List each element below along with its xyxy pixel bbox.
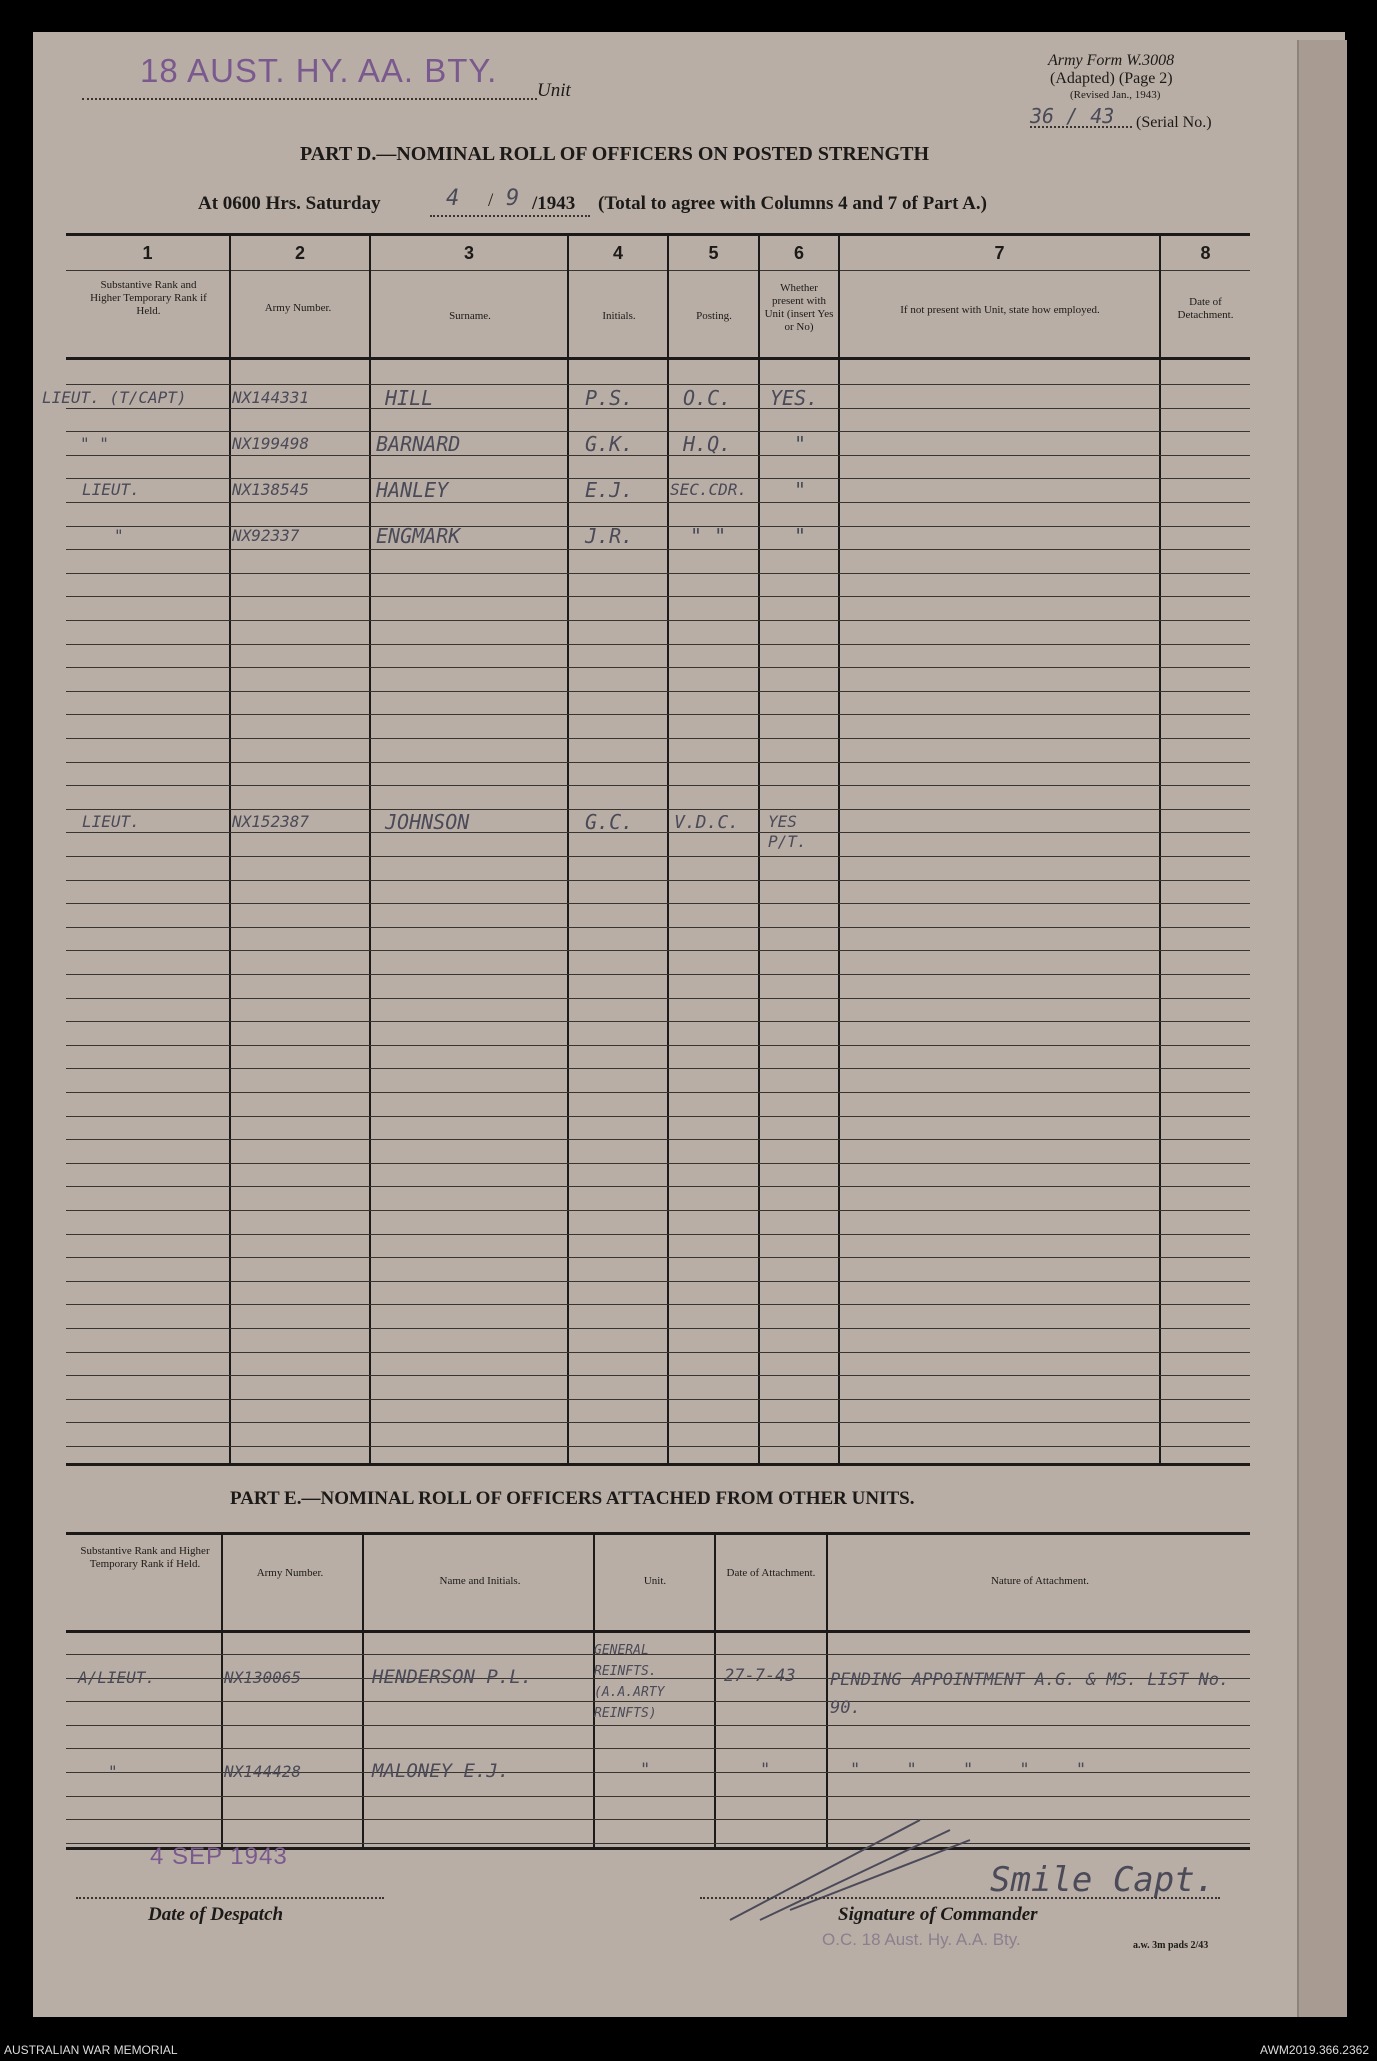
ruled-line [66,1257,1250,1258]
signature-line [700,1897,1220,1899]
d-row2-posting: H.Q. [683,432,732,456]
part-d-title: PART D.—NOMINAL ROLL OF OFFICERS ON POSTED STRENGTH [300,143,930,165]
unit-label: Unit [537,80,571,101]
ruled-line [66,1399,1250,1400]
d-row2-present: " [794,432,807,456]
date-month: 9 [506,186,520,211]
form-line-3: (Revised Jan., 1943) [1070,89,1161,101]
ruled-line [66,998,1250,999]
ruled-line [66,478,1250,479]
e-row1-unit: GENERAL REINFTS. (A.A.ARTY REINFTS) [594,1643,665,1721]
col-number-2: 2 [294,243,305,263]
ruled-line [66,714,1250,715]
d-row5-initials: G.C. [585,810,634,834]
ruled-line [66,785,1250,786]
ruled-line [66,1748,1250,1749]
ruled-line [66,455,1250,456]
col-number-8: 8 [1200,243,1211,263]
d-row4-rank: " [114,526,124,545]
ruled-line [66,809,1250,810]
e-row2-nature: " " " " " [850,1760,1105,1780]
header-posting: Posting. [696,310,732,322]
ruled-line [66,596,1250,597]
ruled-line [66,1186,1250,1187]
e-header-rank: Substantive Rank and Higher Temporary Rank if Held. [80,1545,210,1570]
date-day: 4 [446,186,460,211]
d-row3-rank: LIEUT. [82,480,140,499]
d-row3-number: NX138545 [232,480,310,499]
e-header-army-number: Army Number. [256,1567,324,1579]
d-row1-initials: P.S. [585,386,634,410]
ruled-line [66,549,1250,550]
e-row1-date: 27-7-43 [724,1666,796,1686]
d-row3-posting: SEC.CDR. [670,480,748,499]
d-row1-present: YES. [770,386,819,410]
ruled-line [66,1068,1250,1069]
page-edge-strip [1297,40,1347,2017]
ruled-line [66,1304,1250,1305]
unit-dotted-line [82,92,537,100]
archive-id: AWM2019.366.2362 [1260,2043,1369,2057]
e-row1-number: NX130065 [224,1668,302,1687]
d-row2-initials: G.K. [585,432,634,456]
ruled-line [66,1422,1250,1423]
part-e-title: PART E.—NOMINAL ROLL OF OFFICERS ATTACHED FROM OTHER UNITS. [230,1488,915,1509]
e-row2-unit: " [640,1760,651,1780]
ruled-line [66,408,1250,409]
ruled-line [66,1234,1250,1235]
d-row5-present: YES P/T. [768,812,807,851]
ruled-line [66,1352,1250,1353]
signature: Smile Capt. [990,1860,1216,1900]
ruled-line [66,832,1250,833]
e-row2-name: MALONEY E.J. [372,1760,510,1782]
oc-stamp: O.C. 18 Aust. Hy. A.A. Bty. [822,1930,1021,1949]
ruled-line [66,950,1250,951]
ruled-line [66,974,1250,975]
e-row1-nature: PENDING APPOINTMENT A.G. & MS. LIST No. 90. [830,1670,1230,1718]
d-row1-posting: O.C. [683,386,732,410]
ruled-line [66,691,1250,692]
d-row5-rank: LIEUT. [82,812,140,831]
header-initials: Initials. [602,310,636,322]
ruled-line [66,903,1250,904]
ruled-line [66,431,1250,432]
col-number-7: 7 [994,243,1005,263]
e-row1-rank: A/LIEUT. [78,1668,156,1687]
ruled-line [66,1281,1250,1282]
col-number-1: 1 [142,243,153,263]
d-row4-number: NX92337 [232,526,300,545]
ruled-line [66,573,1250,574]
d-row3-present: " [794,478,807,502]
col-number-3: 3 [463,243,474,263]
despatch-stamp: 4 SEP 1943 [150,1843,288,1870]
ruled-line [66,1045,1250,1046]
d-row4-surname: ENGMARK [376,524,461,548]
ruled-line [66,1163,1250,1164]
d-row4-posting: " " [690,524,727,548]
d-row5-surname: JOHNSON [385,810,470,834]
header-detachment: Date of Detachment. [1177,296,1234,321]
despatch-line [76,1897,384,1899]
form-line-1: Army Form W.3008 [1048,52,1175,69]
serial-value: 36 / 43 [1030,104,1115,128]
d-row1-surname: HILL [385,386,434,410]
d-row4-initials: J.R. [585,524,634,548]
ruled-line [66,1210,1250,1211]
d-row3-initials: E.J. [585,478,634,502]
ruled-line [66,856,1250,857]
d-row1-rank: LIEUT. (T/CAPT) [42,388,187,407]
ruled-line [66,1021,1250,1022]
col-number-6: 6 [793,243,804,263]
form-line-2: (Adapted) (Page 2) [1050,70,1173,87]
ruled-line [66,1139,1250,1140]
ruled-line [66,738,1250,739]
archive-label: AUSTRALIAN WAR MEMORIAL [4,2043,178,2057]
d-row1-number: NX144331 [232,388,310,407]
e-header-nature: Nature of Attachment. [990,1575,1090,1587]
serial-label: (Serial No.) [1136,114,1212,131]
ruled-line [66,1446,1250,1447]
e-row2-date: " [760,1760,771,1780]
d-row5-posting: V.D.C. [674,812,740,833]
e-header-date: Date of Attachment. [726,1567,816,1579]
ruled-line [66,880,1250,881]
date-year: /1943 [532,193,576,214]
e-row2-number: NX144428 [224,1762,302,1781]
total-text: (Total to agree with Columns 4 and 7 of Part A.) [598,193,987,214]
d-row2-surname: BARNARD [376,432,461,456]
d-row2-rank: " " [80,434,109,453]
ruled-line [66,502,1250,503]
header-rank: Substantive Rank and Higher Temporary Rank if Held. [90,279,207,317]
header-employed: If not present with Unit, state how employed. [900,304,1100,316]
header-present: Whether present with Unit (insert Yes or No) [764,282,834,333]
header-army-number: Army Number. [264,302,332,314]
ruled-line [66,927,1250,928]
serial-dotted-line [1030,122,1132,128]
ruled-line [66,667,1250,668]
d-row2-number: NX199498 [232,434,310,453]
d-row3-surname: HANLEY [376,478,449,502]
header-surname: Surname. [449,310,491,322]
ruled-line [66,762,1250,763]
ruled-line [66,1092,1250,1093]
at-text: At 0600 Hrs. Saturday [198,193,381,214]
e-header-name: Name and Initials. [439,1575,521,1587]
ruled-line [66,1116,1250,1117]
col-number-5: 5 [708,243,719,263]
e-row1-name: HENDERSON P.L. [372,1666,533,1688]
d-row5-number: NX152387 [232,812,310,831]
archive-footer-bar [0,2040,1377,2061]
unit-stamp: 18 AUST. HY. AA. BTY. [140,52,498,89]
ruled-line [66,1725,1250,1726]
ruled-line [66,1328,1250,1329]
col-number-4: 4 [612,243,623,263]
d-row4-present: " [794,524,807,548]
ruled-line [66,1375,1250,1376]
e-header-unit: Unit. [643,1575,667,1587]
e-row2-rank: " [108,1762,118,1781]
ruled-line [66,1796,1250,1797]
print-code: a.w. 3m pads 2/43 [1133,1940,1209,1951]
ruled-line [66,384,1250,385]
ruled-line [66,644,1250,645]
despatch-label: Date of Despatch [148,1904,284,1925]
ruled-line [66,620,1250,621]
signature-label: Signature of Commander [838,1904,1038,1925]
